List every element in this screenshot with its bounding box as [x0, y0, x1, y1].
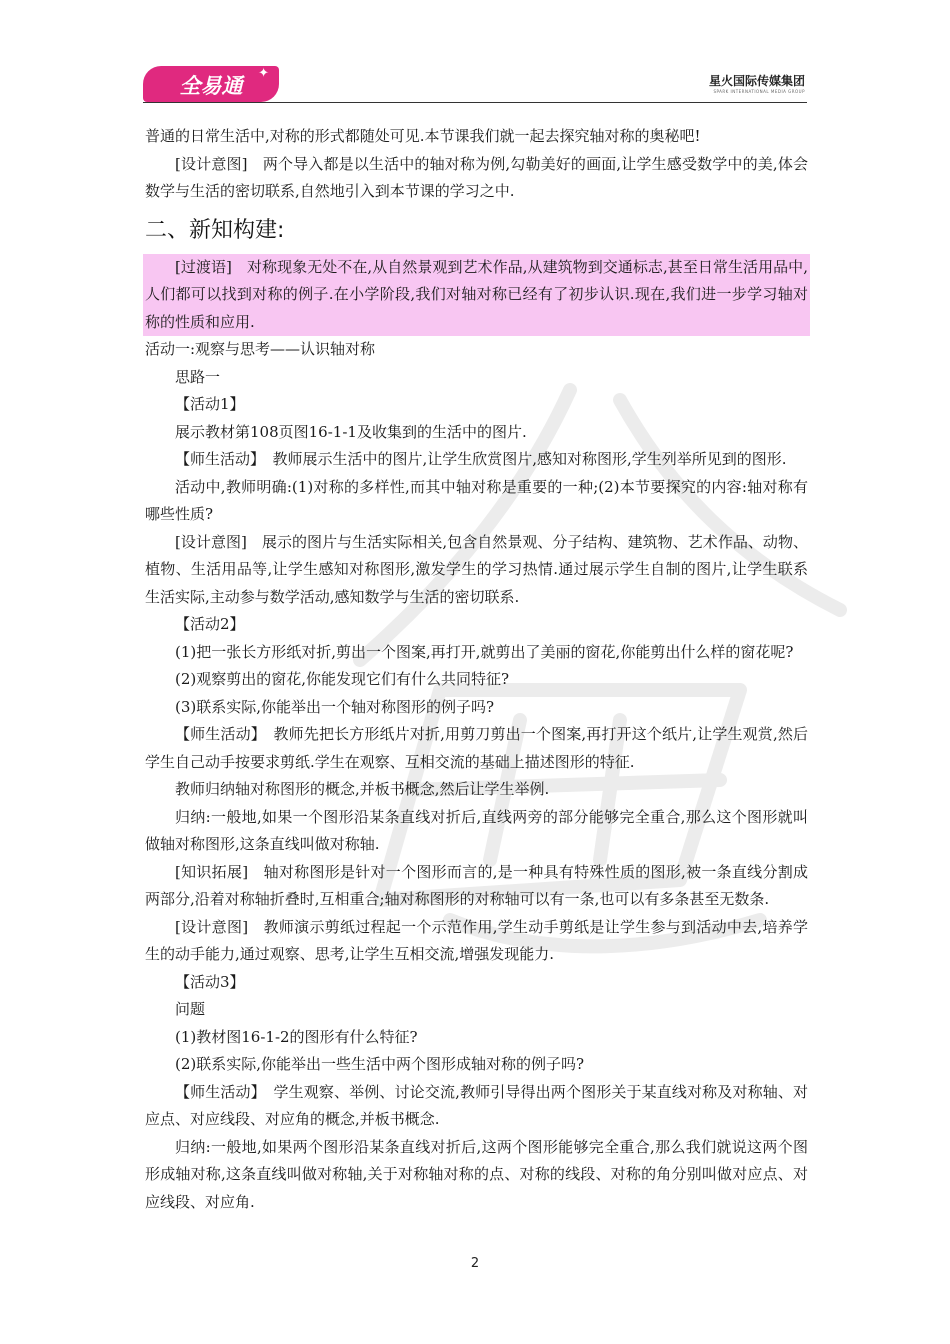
- transition-note: [过渡语] 对称现象无处不在,从自然景观到艺术作品,从建筑物到交通标志,甚至日常生活用品中,人们都可以找到对称的例子.在小学阶段,我们对轴对称已经有了初步认识.现在,我们进一步学习轴对称的性质和应用.: [143, 254, 810, 337]
- logo-text: 全易通: [179, 74, 243, 98]
- design-intent-activity1: [设计意图] 展示的图片与生活实际相关,包含自然景观、分子结构、建筑物、艺术作品、动物、植物、生活用品等,让学生感知对称图形,激发学生的学习热情.通过展示学生自制的图片,让学生联系生活实际,主动参与数学活动,感知数学与生活的密切联系.: [145, 532, 808, 606]
- teacher-activity-2: 【师生活动】 教师先把长方形纸片对折,用剪刀剪出一个图案,再打开这个纸片,让学生观赏,然后学生自己动手按要求剪纸.学生在观察、互相交流的基础上描述图形的特征.: [145, 725, 808, 771]
- activity2-question-1: (1)把一张长方形纸对折,剪出一个图案,再打开,就剪出了美丽的窗花,你能剪出什么样的窗花呢?: [175, 642, 794, 661]
- summary-2: 归纳:一般地,如果两个图形沿某条直线对折后,这两个图形能够完全重合,那么我们就说这两个图形成轴对称,这条直线叫做对称轴,关于对称轴对称的点、对称的线段、对称的角分别叫做对应点、对应线段、对应角.: [145, 1137, 808, 1211]
- sparkle-icon: ✦: [258, 66, 269, 81]
- header-divider: [143, 102, 807, 103]
- activity2-question-3: (3)联系实际,你能举出一个轴对称图形的例子吗?: [175, 697, 495, 716]
- publisher-name: 星火国际传媒集团: [708, 74, 805, 88]
- document-body: [145, 123, 808, 1216]
- activity2-question-2: (2)观察剪出的窗花,你能发现它们有什么共同特征?: [175, 670, 510, 688]
- design-intent-intro: [设计意图] 两个导入都是以生活中的轴对称为例,勾勒美好的画面,让学生感受数学中的美,体会数学与生活的密切联系,自然地引入到本节课的学习之中.: [145, 154, 808, 200]
- activity3-question-2: (2)联系实际,你能举出一些生活中两个图形成轴对称的例子吗?: [175, 1055, 585, 1073]
- activity3-label: 【活动3】: [175, 972, 245, 991]
- activity1-text: 展示教材第108页图16-1-1及收集到的生活中的图片.: [175, 422, 527, 441]
- teacher-concept: 教师归纳轴对称图形的概念,并板书概念,然后让学生举例.: [175, 780, 550, 798]
- page-header: [0, 0, 950, 110]
- teacher-activity-1: 【师生活动】 教师展示生活中的图片,让学生欣赏图片,感知对称图形,学生列举所见到的图形.: [175, 450, 787, 468]
- publisher-name-en: SPARK INTERNATIONAL MEDIA GROUP: [713, 89, 805, 94]
- thought-label: 思路一: [175, 367, 221, 386]
- intro-ending: 普通的日常生活中,对称的形式都随处可见.本节课我们就一起去探究轴对称的奥秘吧!: [145, 127, 701, 145]
- page-number: 2: [470, 1256, 480, 1271]
- teacher-activity-3: 【师生活动】 学生观察、举例、讨论交流,教师引导得出两个图形关于某直线对称及对称轴、对应点、对应线段、对应角的概念,并板书概念.: [145, 1082, 808, 1128]
- activity1-label: 【活动1】: [175, 395, 245, 413]
- question-label: 问题: [175, 1000, 206, 1018]
- summary-1: 归纳:一般地,如果一个图形沿某条直线对折后,直线两旁的部分能够完全重合,那么这个图形就叫做轴对称图形,这条直线叫做对称轴.: [145, 807, 808, 853]
- section-title: 二、新知构建:: [145, 217, 285, 243]
- design-intent-activity2: [设计意图] 教师演示剪纸过程起一个示范作用,学生动手剪纸是让学生参与到活动中去,培养学生的动手能力,通过观察、思考,让学生互相交流,增强发现能力.: [145, 917, 808, 963]
- activity-heading: 活动一:观察与思考——认识轴对称: [145, 340, 376, 358]
- activity2-label: 【活动2】: [175, 615, 245, 633]
- knowledge-extension: [知识拓展] 轴对称图形是针对一个图形而言的,是一种具有特殊性质的图形,被一条直线分割成两部分,沿着对称轴折叠时,互相重合;轴对称图形的对称轴可以有一条,也可以有多条甚至无数条.: [145, 862, 808, 908]
- brand-logo: [143, 66, 279, 102]
- activity3-question-1: (1)教材图16-1-2的图形有什么特征?: [175, 1027, 418, 1046]
- teacher-clarify: 活动中,教师明确:(1)对称的多样性,而其中轴对称是重要的一种;(2)本节要探究的内容:轴对称有哪些性质?: [145, 477, 808, 523]
